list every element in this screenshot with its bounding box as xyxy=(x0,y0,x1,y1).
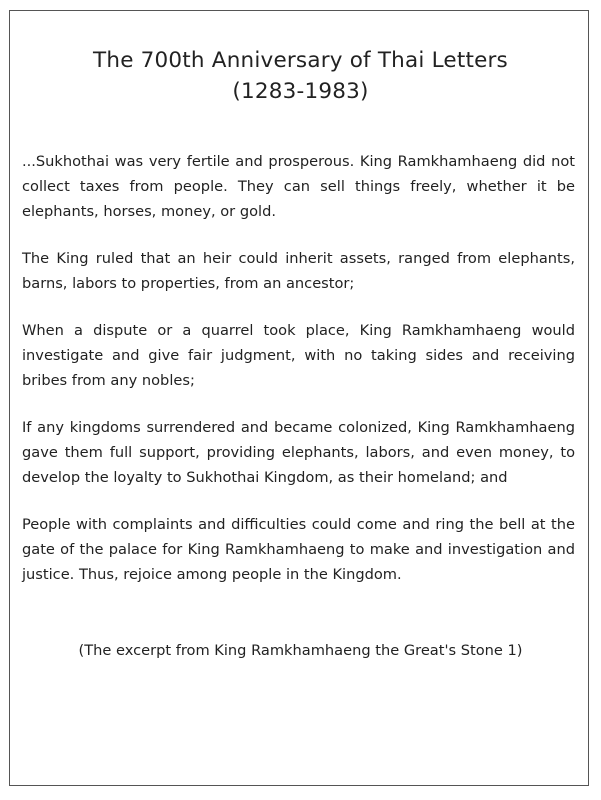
title-line-1: The 700th Anniversary of Thai Letters xyxy=(93,48,508,73)
paragraph: The King ruled that an heir could inherit assets, ranged from elephants, barns, labors to properties, from an ancestor; xyxy=(22,250,575,292)
paragraph: When a dispute or a quarrel took place, King Ramkhamhaeng would investigate and give fair judgment, with no taking sides and receiving bribes from any nobles; xyxy=(22,322,575,389)
paragraph: If any kingdoms surrendered and became colonized, King Ramkhamhaeng gave them full support, providing elephants, labors, and even money, to develop the loyalty to Sukhothai Kingdom, as their homeland; and xyxy=(22,419,575,486)
paragraph: People with complaints and difficulties could come and ring the bell at the gate of the palace for King Ramkhamhaeng to make and investigation and justice. Thus, rejoice among people in the Kingdom. xyxy=(22,516,575,583)
excerpt-body xyxy=(22,149,575,587)
title-line-2: (1283-1983) xyxy=(232,79,369,104)
page-title xyxy=(0,45,601,107)
paragraph: ...Sukhothai was very fertile and prosperous. King Ramkhamhaeng did not collect taxes from people. They can sell things freely, whether it be elephants, horses, money, or gold. xyxy=(22,153,575,220)
source-citation: (The excerpt from King Ramkhamhaeng the Great's Stone 1) xyxy=(78,642,523,659)
